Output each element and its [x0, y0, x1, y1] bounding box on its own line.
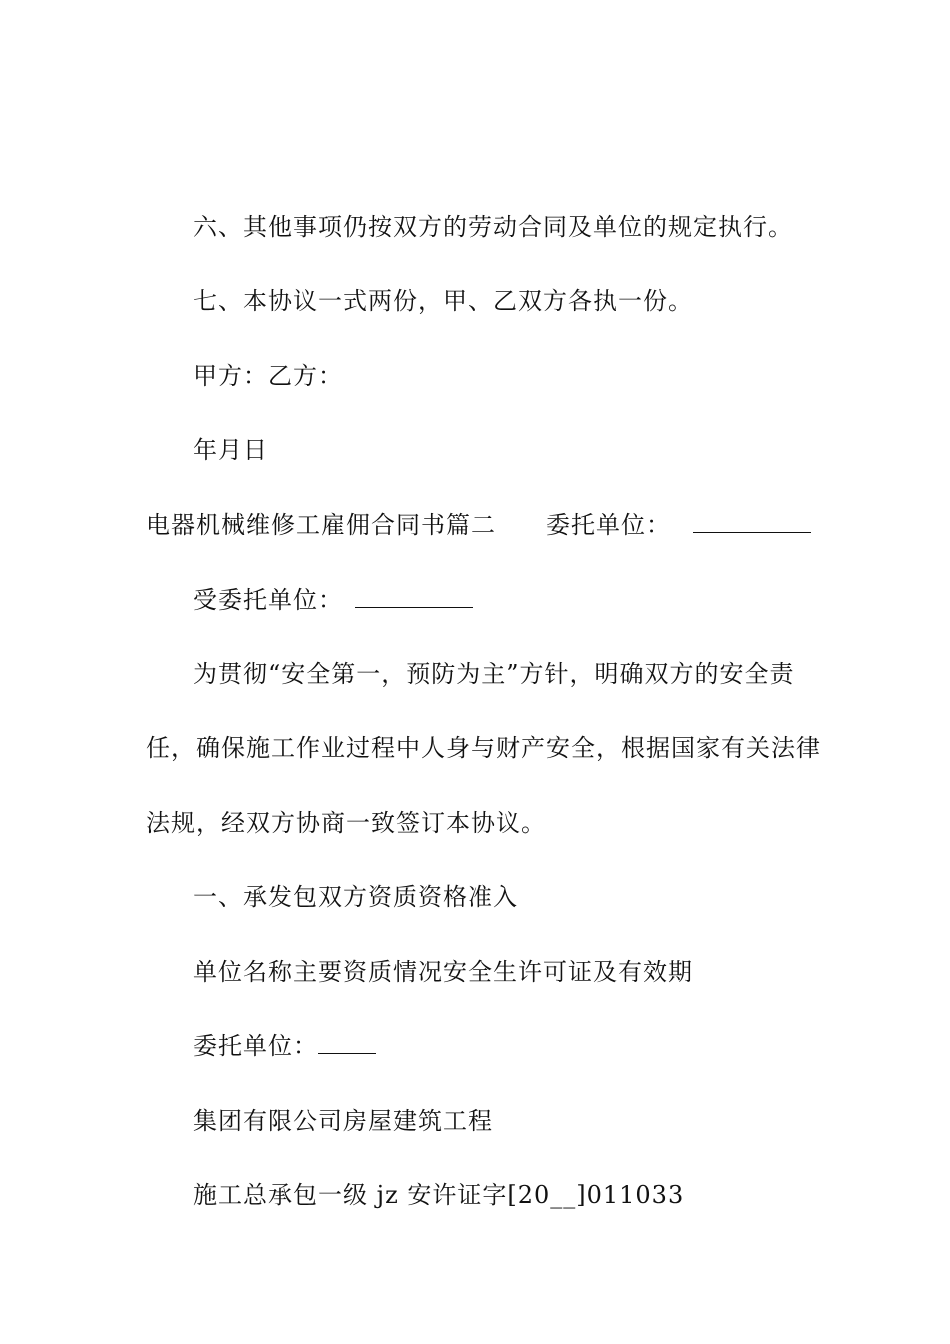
clause-1-title: 一、承发包双方资质资格准入	[193, 883, 518, 911]
entrusting-unit-label: 委托单位：	[546, 511, 671, 539]
company-name: 集团有限公司房屋建筑工程	[193, 1107, 493, 1135]
preamble-line-1: 为贯彻“安全第一，预防为主”方针，明确双方的安全责	[193, 660, 795, 688]
license-line: 施工总承包一级 jz 安许证字[20__]011033	[193, 1181, 685, 1209]
parties-line: 甲方：乙方：	[193, 362, 343, 390]
entrusted-unit-label: 受委托单位：	[193, 586, 343, 614]
clause-6: 六、其他事项仍按双方的劳动合同及单位的规定执行。	[193, 213, 793, 241]
section-2-heading-row	[146, 510, 811, 540]
entrusting-unit-blank	[693, 510, 811, 533]
qualification-table-header: 单位名称主要资质情况安全生许可证及有效期	[193, 958, 693, 986]
date-line: 年月日	[193, 436, 268, 464]
clause-7: 七、本协议一式两份，甲、乙双方各执一份。	[193, 287, 693, 315]
entrusting-unit-blank-2	[318, 1031, 376, 1054]
entrusting-unit-label-2: 委托单位：	[193, 1032, 318, 1060]
section-2-title: 电器机械维修工雇佣合同书篇二	[146, 511, 496, 539]
entrusted-unit-row	[193, 585, 473, 615]
preamble-line-3: 法规，经双方协商一致签订本协议。	[146, 809, 546, 837]
entrusting-unit-row-2	[193, 1031, 376, 1061]
preamble-line-2: 任，确保施工作业过程中人身与财产安全，根据国家有关法律	[146, 734, 821, 762]
entrusted-unit-blank	[355, 585, 473, 608]
